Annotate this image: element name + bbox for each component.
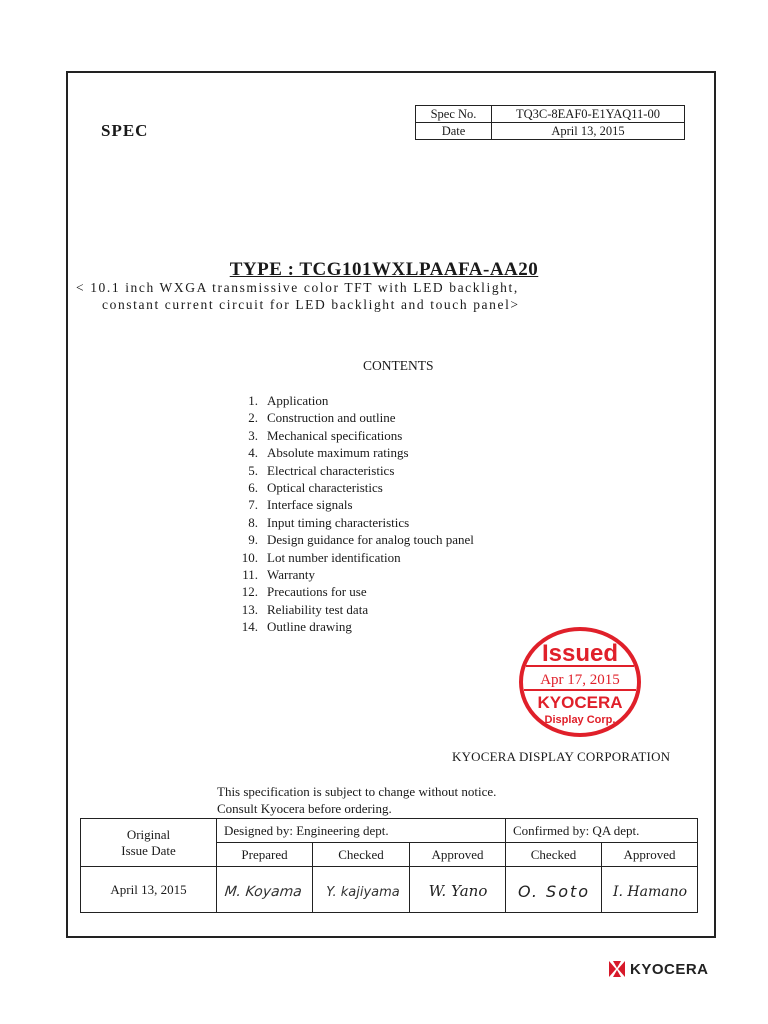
contents-item: 1. Application: [248, 393, 329, 408]
spec-no-value: TQ3C-8EAF0-E1YAQ11-00: [492, 106, 685, 123]
stamp-company: KYOCERA: [537, 693, 623, 712]
signature-prepared: [217, 867, 313, 913]
contents-heading: CONTENTS: [363, 358, 434, 373]
contents-item: 11. Warranty: [242, 566, 316, 582]
checked-qa-header: Checked: [506, 843, 602, 867]
contents-item: 10. Lot number identification: [241, 549, 401, 565]
issue-date-value: April 13, 2015: [81, 867, 217, 913]
kyocera-logo-icon: [608, 960, 626, 978]
signature-prepared-image: [222, 875, 308, 905]
notice-line1: This specification is subject to change without notice.: [217, 784, 497, 799]
spec-label: SPEC: [101, 121, 149, 140]
original-issue-date-header: Original Issue Date: [81, 819, 217, 867]
contents-item: 8. Input timing characteristics: [248, 514, 410, 530]
approval-table: [80, 818, 698, 913]
spec-number-table: [415, 105, 685, 140]
svg-text:W. Yano: W. Yano: [428, 881, 487, 900]
contents-item: 2. Construction and outline: [248, 410, 396, 426]
contents-list: [228, 392, 474, 635]
svg-text:Y. kajiyama: Y. kajiyama: [326, 884, 400, 900]
signature-checked: [313, 867, 410, 913]
contents-item: 7. Interface signals: [248, 497, 353, 513]
contents-item: 9. Design guidance for analog touch panel: [248, 532, 474, 548]
contents-item: 3. Mechanical specifications: [248, 427, 403, 443]
contents-item: 13. Reliability test data: [241, 601, 369, 617]
stamp-company-sub: Display Corp.: [544, 714, 616, 726]
designed-by-header: Designed by: Engineering dept.: [217, 819, 506, 843]
contents-item: 4. Absolute maximum ratings: [248, 445, 409, 461]
date-value: April 13, 2015: [492, 123, 685, 140]
kyocera-logo: [608, 960, 709, 978]
confirmed-by-header: Confirmed by: QA dept.: [506, 819, 698, 843]
notice-line2: Consult Kyocera before ordering.: [217, 801, 392, 816]
issued-stamp: [518, 626, 642, 738]
signature-approved-image: [415, 875, 501, 905]
signature-approved: [410, 867, 506, 913]
product-description-line1: < 10.1 inch WXGA transmissive color TFT with LED backlight,: [76, 280, 519, 295]
contents-item: 14. Outline drawing: [241, 619, 352, 635]
svg-text:I. Hamano: I. Hamano: [612, 883, 687, 900]
approved-qa-header: Approved: [602, 843, 698, 867]
date-label: Date: [416, 123, 492, 140]
contents-item: 12. Precautions for use: [241, 584, 367, 600]
signature-checked-image: [318, 875, 404, 905]
signature-checked-qa-image: [511, 875, 597, 905]
svg-text:O. Soto: O. Soto: [517, 881, 590, 901]
contents-item: 6. Optical characteristics: [248, 479, 383, 495]
svg-text:M. Koyama: M. Koyama: [223, 883, 303, 900]
stamp-date: Apr 17, 2015: [540, 672, 620, 688]
corporation-name: KYOCERA DISPLAY CORPORATION: [452, 749, 671, 764]
spec-no-label: Spec No.: [416, 106, 492, 123]
prepared-header: Prepared: [217, 843, 313, 867]
contents-item: 5. Electrical characteristics: [248, 462, 395, 478]
kyocera-logo-text: KYOCERA: [630, 960, 709, 978]
product-description-line2: constant current circuit for LED backlight and touch panel>: [102, 297, 520, 312]
signature-approved-qa-image: [607, 875, 693, 905]
stamp-word: Issued: [541, 640, 619, 667]
signature-checked-qa: [506, 867, 602, 913]
product-type-title: TYPE : TCG101WXLPAAFA-AA20: [229, 259, 539, 280]
checked-header: Checked: [313, 843, 410, 867]
approved-header: Approved: [410, 843, 506, 867]
signature-approved-qa: [602, 867, 698, 913]
